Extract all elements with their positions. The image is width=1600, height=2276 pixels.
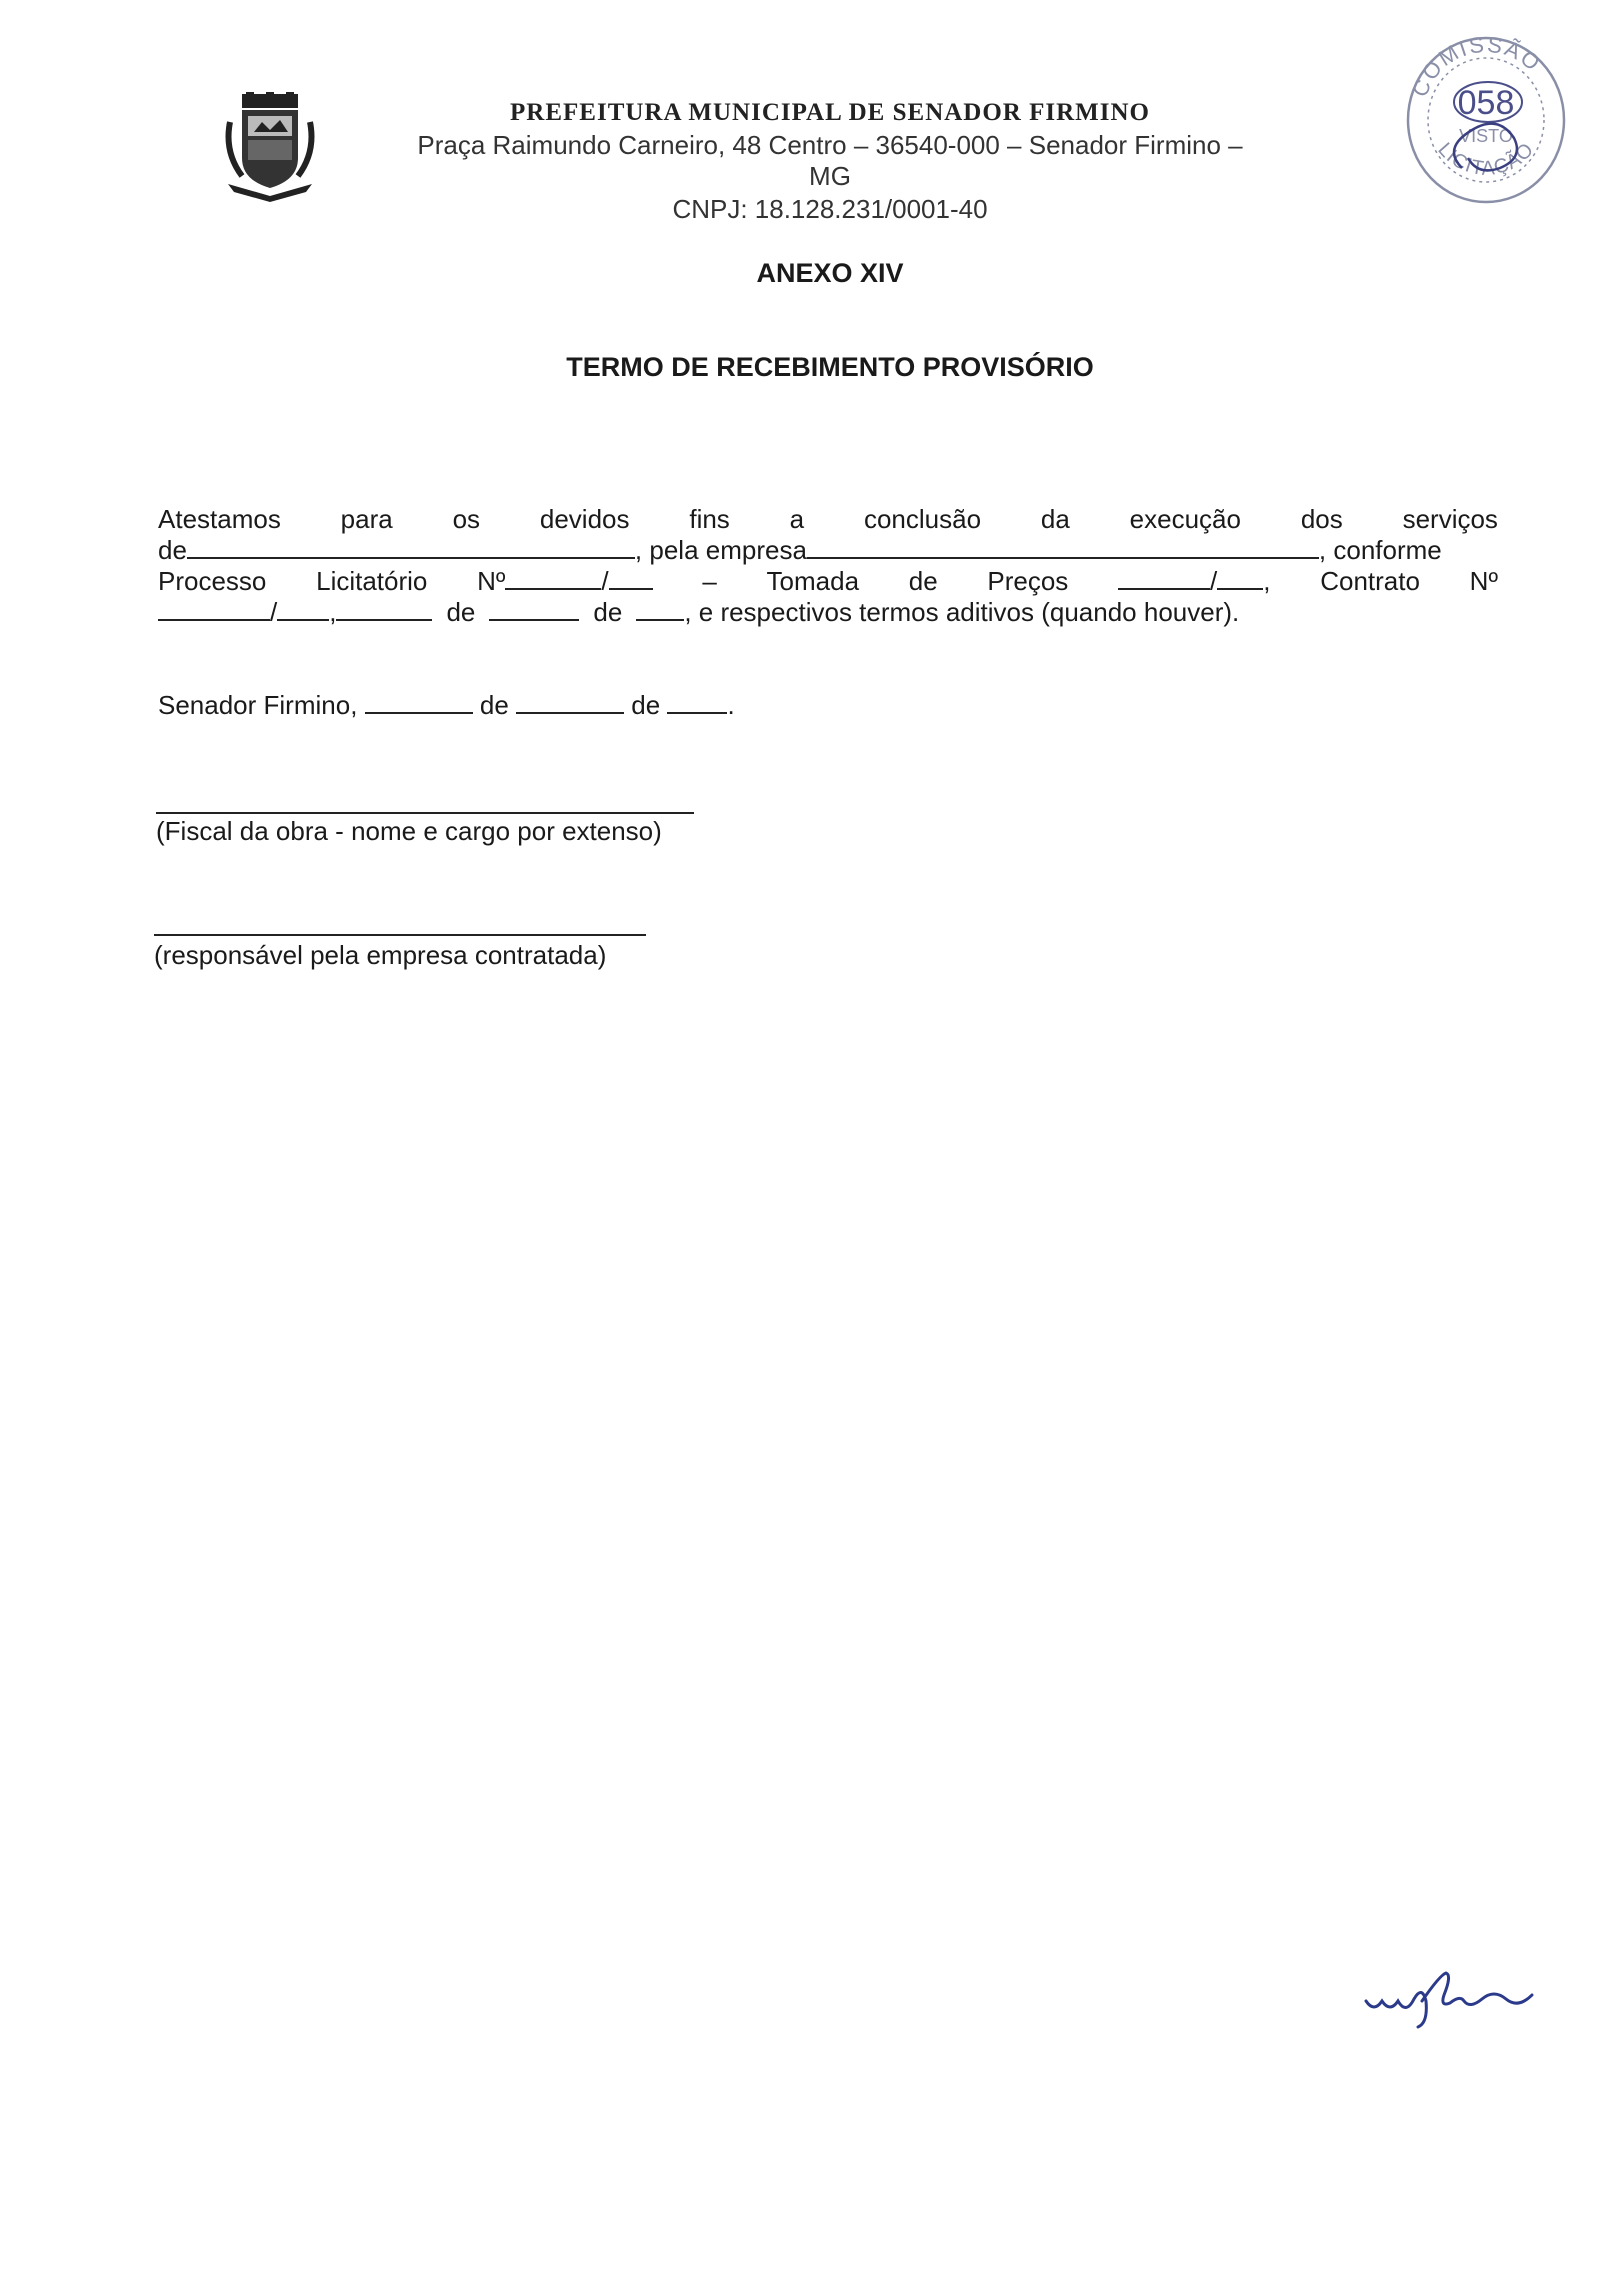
stamp-bottom-text: LICITAÇÃO — [1433, 138, 1539, 180]
process-number-blank — [505, 566, 601, 590]
paragraph-line-4 — [158, 597, 1498, 628]
org-address: Praça Raimundo Carneiro, 48 Centro – 36540-000 – Senador Firmino – MG — [417, 130, 1243, 192]
handwritten-initials — [1360, 1965, 1550, 2035]
word: , pela empresa — [634, 535, 807, 565]
paragraph-line-1 — [158, 504, 1498, 535]
date-day-blank — [365, 690, 473, 714]
word: – — [702, 566, 717, 596]
word: os — [452, 504, 481, 534]
word: Preços — [987, 566, 1069, 596]
word: , — [329, 597, 337, 627]
word: da — [1040, 504, 1070, 534]
word: de — [479, 690, 509, 720]
fiscal-signature-label: (Fiscal da obra - nome e cargo por extenso) — [156, 816, 662, 846]
attestation-paragraph — [158, 0, 1498, 628]
word: Tomada — [766, 566, 860, 596]
tomada-number-blank — [1118, 566, 1210, 590]
term-title: TERMO DE RECEBIMENTO PROVISÓRIO — [566, 352, 1094, 382]
contract-year-blank — [277, 597, 329, 621]
date-year-blank — [667, 690, 727, 714]
company-blank — [807, 535, 1319, 559]
word: / — [601, 566, 609, 596]
word: de — [446, 597, 476, 627]
word: devidos — [539, 504, 630, 534]
word: , — [1263, 566, 1271, 596]
word: serviços — [1402, 504, 1498, 534]
responsavel-signature-label: (responsável pela empresa contratada) — [154, 940, 607, 970]
day-blank — [336, 597, 432, 621]
word: de — [593, 597, 623, 627]
word: . — [727, 690, 735, 720]
stamp-top-text: COMISSÃO — [1406, 31, 1547, 101]
org-name: PREFEITURA MUNICIPAL DE SENADOR FIRMINO — [510, 99, 1150, 126]
word: de — [908, 566, 938, 596]
stamp-number: 058 — [1457, 84, 1515, 122]
month-blank — [489, 597, 579, 621]
word: de — [158, 535, 187, 565]
word: Processo — [158, 566, 267, 596]
process-year-blank — [609, 566, 653, 590]
word: fins — [689, 504, 730, 534]
paragraph-line-3 — [158, 566, 1498, 597]
city-name: Senador Firmino, — [158, 690, 358, 720]
annex-title: ANEXO XIV — [756, 258, 904, 288]
fiscal-signature-line — [156, 812, 694, 814]
responsavel-signature-line — [154, 934, 646, 936]
services-blank — [187, 535, 635, 559]
word: de — [631, 690, 661, 720]
org-cnpj: CNPJ: 18.128.231/0001-40 — [672, 194, 988, 225]
word: conclusão — [863, 504, 982, 534]
contract-number-blank — [158, 597, 270, 621]
paragraph-line-2 — [158, 535, 1498, 566]
tomada-year-blank — [1217, 566, 1263, 590]
word: Nº — [1469, 566, 1498, 596]
word: para — [340, 504, 393, 534]
word: / — [270, 597, 278, 627]
word: Contrato — [1320, 566, 1420, 596]
word: a — [789, 504, 805, 534]
word: , conforme — [1318, 535, 1442, 565]
word: dos — [1300, 504, 1343, 534]
date-month-blank — [516, 690, 624, 714]
word: execução — [1129, 504, 1241, 534]
year-blank — [636, 597, 684, 621]
word: Licitatório — [316, 566, 428, 596]
word: Nº — [477, 566, 506, 596]
word: / — [1210, 566, 1218, 596]
word: Atestamos — [158, 504, 281, 534]
city-date-line — [158, 690, 735, 721]
word: , e respectivos termos aditivos (quando houver). — [684, 597, 1240, 627]
stamp-middle-text: VISTO — [1459, 126, 1513, 146]
